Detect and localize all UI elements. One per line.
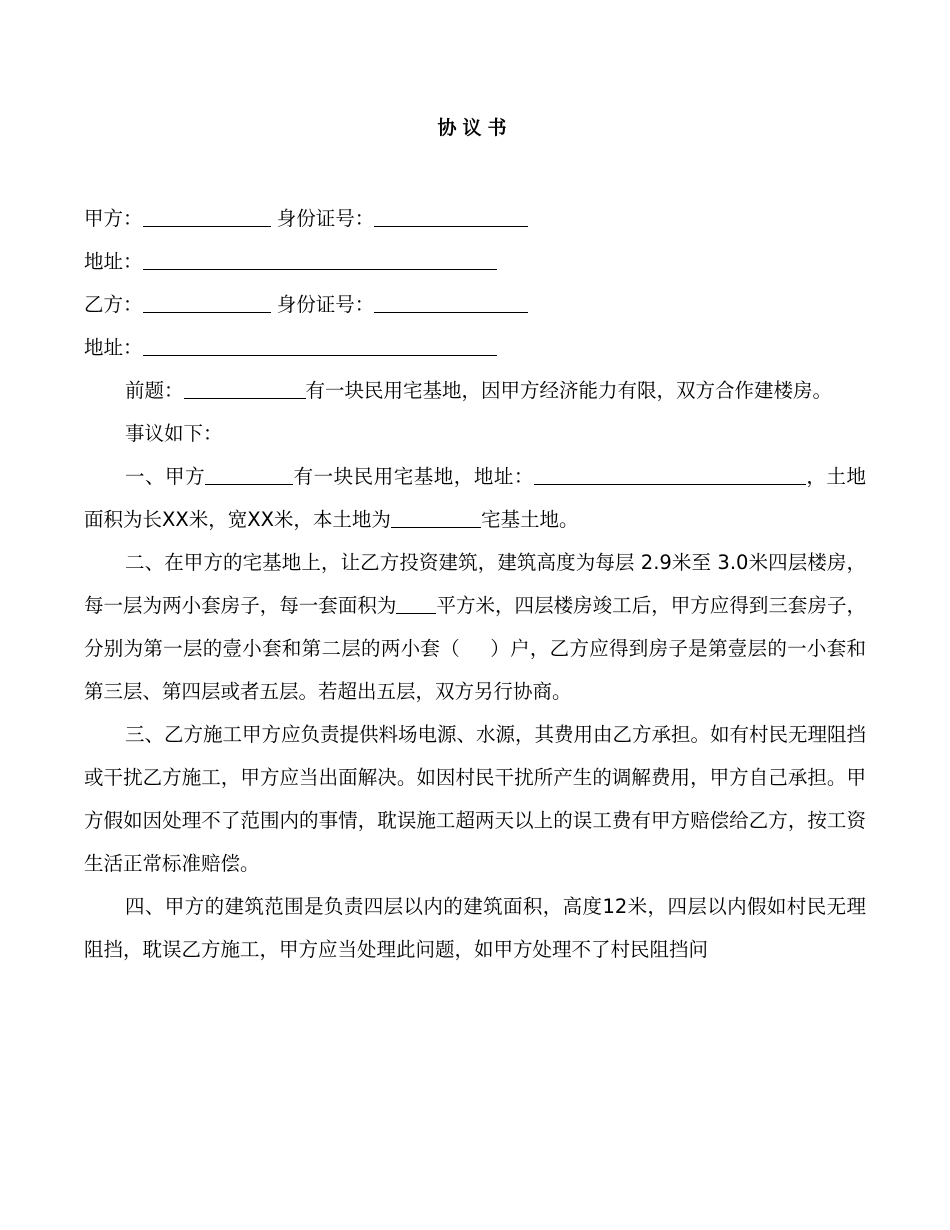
party-b-address-row (84, 326, 866, 369)
party-b-id-label: 身份证号： (276, 293, 375, 316)
agreed-intro: 事议如下： (125, 422, 223, 445)
party-b-address-label: 地址： (84, 336, 143, 359)
clause-2-text-b: 平方米，四层楼房竣工后，甲方应得到三套房子，分别为第一层的壹小套和第二层的两小套（ (84, 594, 866, 660)
clause-2-text-a: 二、在甲方的宅基地上，让乙方投资建筑，建筑高度为每层 2.9米至 3.0米四层楼房，每一层为两小套房子，每一套面积为 (84, 551, 866, 617)
clause-1-text-b: 有一块民用宅基地，地址： (293, 465, 534, 488)
clause-3: 三、乙方施工甲方应负责提供料场电源、水源，其费用由乙方承担。如有村民无理阻挡或干扰乙方施工，甲方应当出面解决。如因村民干扰所产生的调解费用，甲方自己承担。甲方假如因处理不了范围内的事情，耽误施工超两天以上的误工费有甲方赔偿给乙方，按工资生活正常标准赔偿。 (84, 723, 867, 875)
clause-4: 四、甲方的建筑范围是负责四层以内的建筑面积，高度12米，四层以内假如村民无理阻挡，耽误乙方施工，甲方应当处理此问题，如甲方处理不了村民阻挡问 (84, 895, 866, 961)
preamble-text: 有一块民用宅基地，因甲方经济能力有限，双方合作建楼房。 (305, 379, 833, 402)
party-a-row (84, 197, 866, 240)
party-b-address-blank (143, 335, 497, 356)
clause-1-land-blank (391, 507, 481, 528)
preamble-blank (184, 378, 306, 399)
party-b-name-blank (143, 292, 271, 313)
clause-2-area-blank (396, 593, 436, 614)
party-a-address-row (84, 240, 866, 283)
party-a-address-blank (143, 249, 497, 270)
party-b-row (84, 283, 866, 326)
party-a-address-label: 地址： (84, 250, 143, 273)
party-a-name-blank (143, 206, 271, 227)
clause-1 (84, 455, 866, 541)
clause-1-text-d: 宅基土地。 (480, 508, 579, 531)
party-a-label: 甲方： (84, 207, 143, 230)
party-a-id-label: 身份证号： (276, 207, 375, 230)
clause-1-owner-blank (205, 464, 293, 485)
preamble-paragraph (84, 369, 866, 412)
party-b-id-blank (374, 292, 528, 313)
clause-1-text-a: 一、甲方 (125, 465, 206, 488)
preamble-label: 前题： (125, 379, 184, 402)
clause-2 (84, 541, 866, 713)
clause-1-text-c: ，土地面积为长XX米，宽XX米，本土地为 (84, 465, 866, 531)
document-body (84, 197, 866, 971)
clause-2-text-c: ）户，乙方应得到房子是第壹层的一小套和第三层、第四层或者五层。若超出五层，双方另行协商。 (84, 637, 866, 703)
clause-1-address-blank (534, 464, 806, 485)
party-b-label: 乙方： (84, 293, 143, 316)
party-a-id-blank (374, 206, 528, 227)
document-title: 协议书 (437, 117, 513, 139)
